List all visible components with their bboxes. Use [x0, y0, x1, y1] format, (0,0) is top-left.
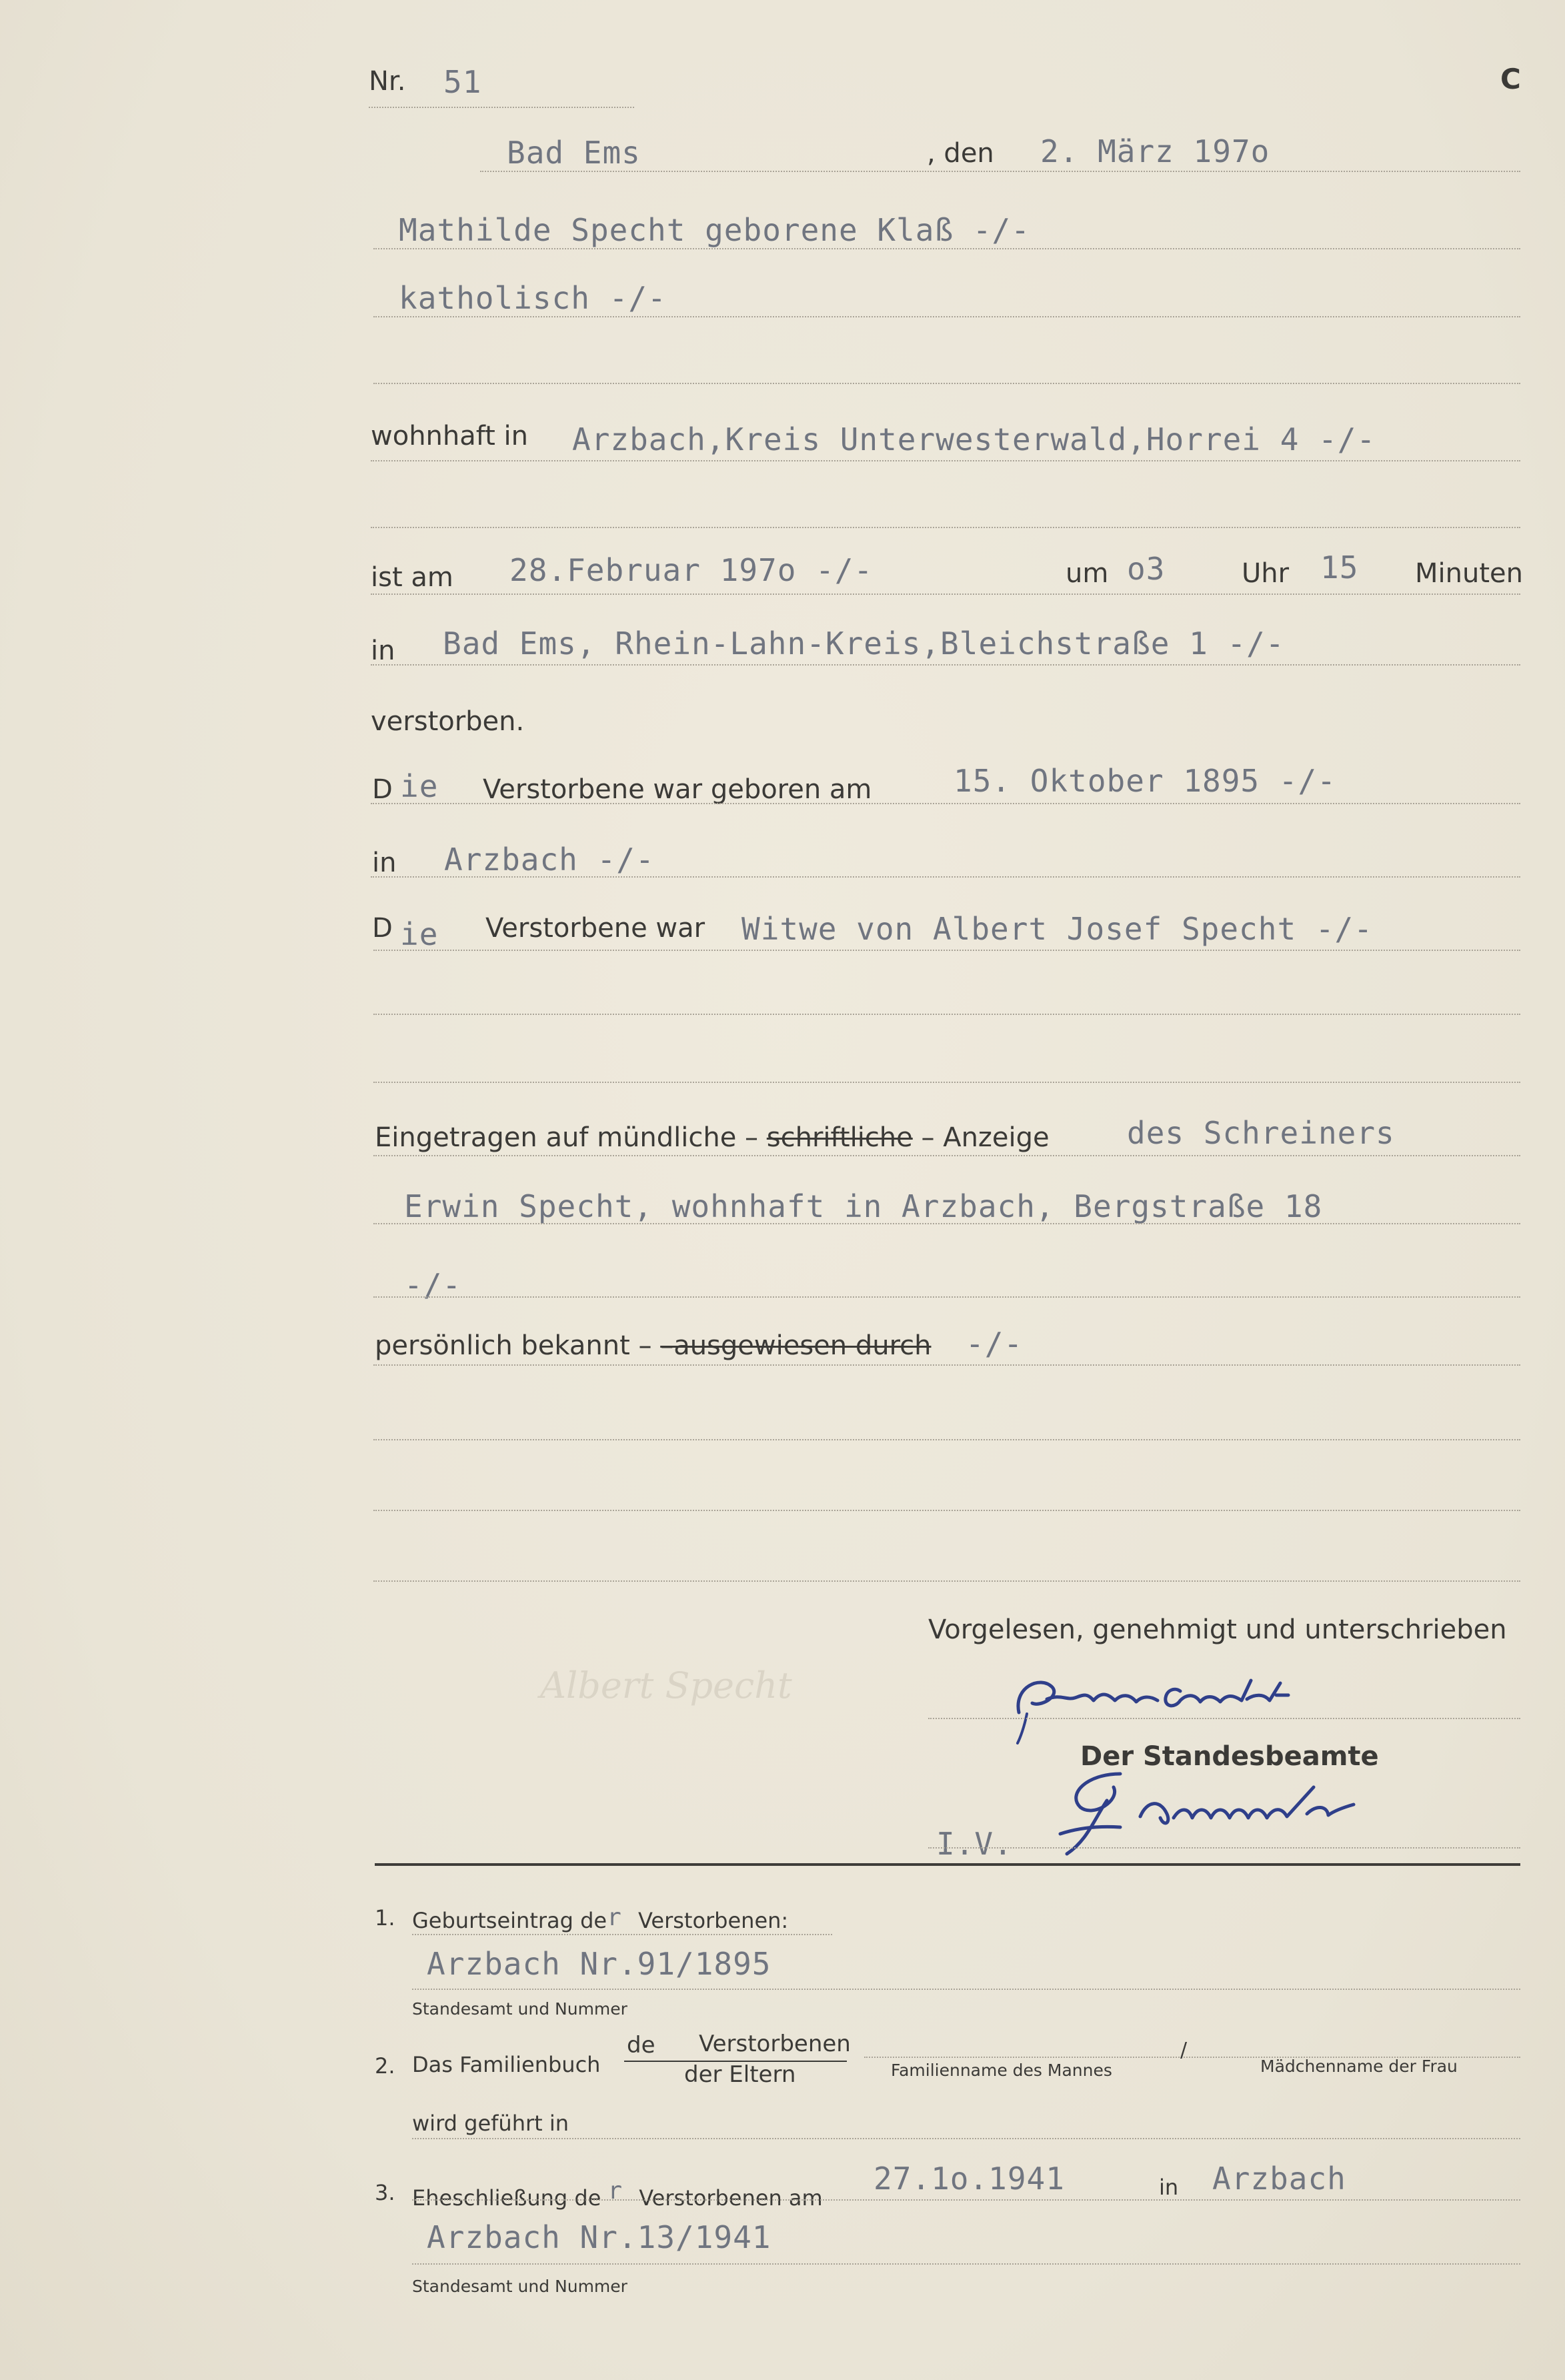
item1-label [412, 1906, 788, 1931]
den-label: , den [927, 138, 994, 169]
dotted-line [371, 664, 1520, 666]
item1-label-sup: r [607, 1904, 622, 1931]
known-label: persönlich bekannt – [375, 1330, 652, 1361]
dotted-line [412, 1989, 1520, 1990]
wife-maiden-caption: Mädchenname der Frau [1260, 2057, 1458, 2076]
um-label: um [1066, 558, 1109, 589]
deceased-name: Mathilde Specht geborene Klaß -/- [399, 212, 1030, 248]
dotted-line [373, 383, 1520, 384]
identification-value: -/- [966, 1326, 1024, 1362]
item3-label [412, 2179, 823, 2209]
registration-label-a: Eingetragen auf mündliche – [375, 1122, 759, 1153]
dotted-line [373, 1580, 1520, 1582]
death-place-label: in [371, 636, 395, 666]
iv-label: I.V. [936, 1826, 1013, 1862]
item1-value: Arzbach Nr.91/1895 [427, 1946, 771, 1982]
dotted-line [373, 1014, 1520, 1015]
birth-label: Verstorbene war geboren am [483, 774, 872, 805]
read-approved-label: Vorgelesen, genehmigt und unterschrieben [928, 1614, 1507, 1645]
item3-label-a: Eheschließung de [412, 2185, 601, 2211]
dotted-line [412, 2263, 1520, 2265]
dotted-line [371, 460, 1520, 461]
informant-line-1: des Schreiners [1127, 1115, 1395, 1151]
birth-ie-suffix: ie [400, 768, 439, 804]
residence-value: Arzbach,Kreis Unterwesterwald,Horrei 4 -/- [572, 421, 1376, 457]
dotted-line [371, 593, 1520, 595]
registration-struck-written: schriftliche [766, 1122, 913, 1153]
item3-caption: Standesamt und Nummer [412, 2277, 627, 2296]
item2-frac-top-b: Verstorbenen [699, 2031, 851, 2057]
known-struck: –ausgewiesen durch [660, 1330, 932, 1361]
dotted-line [412, 2138, 1520, 2139]
minuten-label: Minuten [1415, 558, 1523, 589]
registry-date: 2. März 197o [1040, 133, 1270, 169]
registry-place: Bad Ems [507, 135, 641, 171]
identification-label [375, 1332, 932, 1359]
item1-label-b: Verstorbenen: [637, 1908, 789, 1933]
husband-surname-caption: Familienname des Mannes [891, 2061, 1112, 2080]
marital-label: Verstorbene war [485, 913, 705, 944]
informant-line-3: -/- [404, 1267, 462, 1303]
dotted-line [373, 1155, 1520, 1156]
item3-number: 3. [375, 2180, 395, 2205]
series-letter: C [1500, 63, 1521, 95]
nr-label: Nr. [369, 66, 406, 97]
faint-pencil-note: Albert Specht [540, 1664, 792, 1706]
informant-signature-icon [1000, 1660, 1347, 1747]
marital-status: Witwe von Albert Josef Specht -/- [741, 911, 1373, 947]
item2-kept-label: wird geführt in [412, 2111, 569, 2136]
dotted-line [412, 1934, 832, 1935]
item3-label-b: Verstorbenen am [639, 2185, 823, 2211]
item2-frac-bottom: der Eltern [684, 2061, 796, 2088]
death-date: 28.Februar 197o -/- [509, 552, 874, 588]
dotted-line [369, 107, 634, 108]
marital-d-prefix: D [372, 913, 393, 944]
registrar-label: Der Standesbeamte [1080, 1741, 1379, 1772]
marriage-date: 27.1o.1941 [874, 2161, 1065, 2197]
item2-frac-top-a: de [627, 2032, 655, 2059]
dotted-line [371, 527, 1520, 528]
dotted-line [373, 1082, 1520, 1083]
birth-place-label: in [372, 848, 397, 878]
verstorben-label: verstorben. [371, 706, 525, 737]
dotted-line [373, 248, 1520, 249]
dotted-line [373, 1439, 1520, 1440]
dotted-line [480, 171, 1520, 172]
item1-caption: Standesamt und Nummer [412, 1999, 627, 2019]
dotted-line [373, 1364, 1520, 1366]
item2-label: Das Familienbuch [412, 2052, 601, 2077]
dotted-line [373, 1223, 1520, 1224]
death-hour: o3 [1127, 551, 1166, 587]
item2-slash: / [1180, 2039, 1188, 2062]
registration-label [375, 1124, 1050, 1151]
dotted-line [373, 316, 1520, 317]
dotted-line [373, 1296, 1520, 1298]
registration-label-b: – Anzeige [921, 1122, 1050, 1153]
dotted-line [371, 803, 1520, 804]
death-place: Bad Ems, Rhein-Lahn-Kreis,Bleichstraße 1 -/- [443, 626, 1285, 662]
dotted-line [373, 1510, 1520, 1511]
item1-number: 1. [375, 1905, 395, 1931]
dotted-line [371, 876, 1520, 878]
death-minutes: 15 [1320, 549, 1359, 585]
uhr-label: Uhr [1242, 558, 1290, 589]
dotted-line [373, 950, 1520, 951]
section-divider [375, 1863, 1520, 1866]
marriage-place: Arzbach [1212, 2161, 1346, 2197]
informant-line-2: Erwin Specht, wohnhaft in Arzbach, Bergstraße 18 [404, 1188, 1323, 1224]
entry-number: 51 [443, 64, 482, 100]
residence-label: wohnhaft in [371, 421, 528, 451]
registrar-signature-icon [1040, 1760, 1440, 1861]
death-date-label: ist am [371, 562, 453, 593]
dotted-line [412, 2199, 1520, 2201]
religion: katholisch -/- [399, 280, 667, 316]
birth-place: Arzbach -/- [444, 842, 655, 878]
birth-d-prefix: D [372, 774, 393, 805]
item3-value: Arzbach Nr.13/1941 [427, 2219, 771, 2255]
item3-label-sup: r [607, 2177, 623, 2205]
dotted-line [928, 1847, 1520, 1849]
marital-ie-suffix: ie [400, 916, 439, 952]
birth-date: 15. Oktober 1895 -/- [954, 763, 1336, 799]
marriage-in-label: in [1159, 2175, 1179, 2200]
item2-number: 2. [375, 2053, 395, 2079]
item1-label-a: Geburtseintrag de [412, 1908, 607, 1933]
dotted-line [928, 1718, 1520, 1719]
